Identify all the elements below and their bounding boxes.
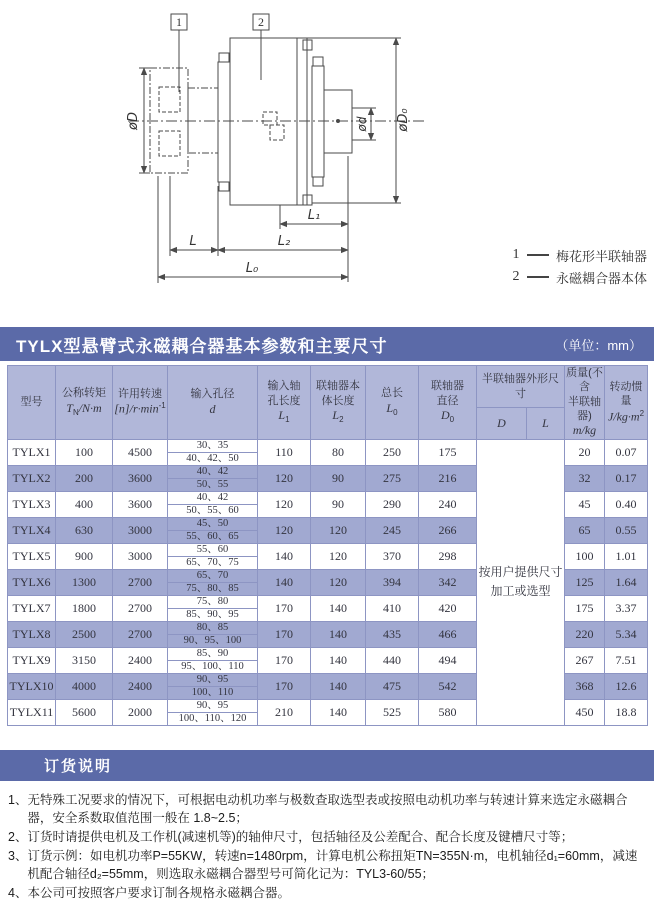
cell-model: TYLX1 [8,439,56,465]
cell-speed: 2700 [113,569,168,595]
cell-mass: 267 [565,647,605,673]
cell-inertia: 3.37 [605,595,648,621]
cell-l2: 120 [311,517,366,543]
cell-torque: 200 [56,465,113,491]
drawing-legend [510,244,647,288]
callout-1-label: 1 [176,15,182,29]
cell-speed: 2400 [113,647,168,673]
cell-torque: 900 [56,543,113,569]
cell-d0: 216 [419,465,477,491]
cell-l1: 140 [258,569,311,595]
cell-l2: 90 [311,465,366,491]
cell-d0: 266 [419,517,477,543]
cell-l2: 140 [311,647,366,673]
cell-speed: 3600 [113,491,168,517]
cell-speed: 2000 [113,699,168,725]
cell-l0: 394 [366,569,419,595]
cell-speed: 2400 [113,673,168,699]
cell-inertia: 12.6 [605,673,648,699]
cell-mass: 32 [565,465,605,491]
order-note: 3、订货示例：如电机功率P=55KW，转速n=1480rpm，计算电机公称扭矩TN=355N·m，电机轴径d₁=60mm，减速机配合轴径d₂=55mm，则选取永磁耦合器型号可简化记为：TYL3-60/55； [8,849,638,882]
cell-inertia: 7.51 [605,647,648,673]
dim-label-l: L [189,234,197,249]
cell-torque: 1300 [56,569,113,595]
section-title-bar [0,327,654,361]
cell-d0: 175 [419,439,477,465]
cell-bore-diameters: 90、95 100、110、120 [168,699,258,725]
cell-l0: 250 [366,439,419,465]
cell-torque: 3150 [56,647,113,673]
cell-speed: 2700 [113,621,168,647]
cell-l2: 140 [311,595,366,621]
cell-bore-diameters: 85、90 95、100、110 [168,647,258,673]
cell-torque: 100 [56,439,113,465]
col-header-half-coupling-group: 半联轴器外形尺寸 [477,366,565,408]
cell-d0: 240 [419,491,477,517]
cell-bore-diameters: 45、50 55、60、65 [168,517,258,543]
cell-d0: 466 [419,621,477,647]
cell-l2: 140 [311,621,366,647]
cell-mass: 125 [565,569,605,595]
cell-l1: 120 [258,517,311,543]
cell-model: TYLX5 [8,543,56,569]
cell-l2: 120 [311,543,366,569]
parameter-table [7,365,648,726]
order-section-bar [0,750,654,781]
cell-l0: 410 [366,595,419,621]
cell-bore-diameters: 40、42 50、55 [168,465,258,491]
cell-model: TYLX6 [8,569,56,595]
dim-label-dia-body: øD₀ [396,108,411,132]
cell-l1: 140 [258,543,311,569]
dim-label-l1: L₁ [307,208,321,223]
cell-model: TYLX11 [8,699,56,725]
cell-l1: 120 [258,465,311,491]
legend-2-label: 永磁耦合器本体 [556,270,648,286]
cell-bore-diameters: 75、80 85、90、95 [168,595,258,621]
legend-2-num: 2 [512,269,520,284]
table-body [8,439,648,725]
cell-d0: 342 [419,569,477,595]
legend-item-1 [510,244,647,266]
order-note: 4、本公司可按照客户要求订制各规格永磁耦合器。 [8,886,290,901]
cell-inertia: 0.07 [605,439,648,465]
cell-l1: 120 [258,491,311,517]
col-header-model: 型号 [8,366,56,440]
cell-bore-diameters: 55、60 65、70、75 [168,543,258,569]
cell-model: TYLX3 [8,491,56,517]
cell-l0: 475 [366,673,419,699]
cell-torque: 4000 [56,673,113,699]
cell-l2: 140 [311,699,366,725]
col-header-d0: 联轴器 直径 $D_0$ [419,366,477,440]
cell-torque: 2500 [56,621,113,647]
cell-torque: 1800 [56,595,113,621]
col-header-l1: 输入轴 孔长度 $L_1$ [258,366,311,440]
legend-1-label: 梅花形半联轴器 [556,248,648,264]
cell-inertia: 1.01 [605,543,648,569]
cell-mass: 450 [565,699,605,725]
col-header-l0: 总长 $L_0$ [366,366,419,440]
cell-mass: 20 [565,439,605,465]
cell-mass: 65 [565,517,605,543]
cell-inertia: 5.34 [605,621,648,647]
cell-mass: 100 [565,543,605,569]
cell-mass: 175 [565,595,605,621]
col-header-bore: 输入孔径 d [168,366,258,440]
dim-label-l0: L₀ [245,261,259,276]
cell-bore-diameters: 90、95 100、110 [168,673,258,699]
cell-bore-diameters: 65、70 75、80、85 [168,569,258,595]
cell-model: TYLX2 [8,465,56,491]
cell-l0: 290 [366,491,419,517]
cell-l1: 170 [258,595,311,621]
cell-l1: 170 [258,621,311,647]
cell-mass: 45 [565,491,605,517]
cell-inertia: 0.17 [605,465,648,491]
cell-l2: 140 [311,673,366,699]
legend-dash-icon [527,254,549,256]
cell-model: TYLX4 [8,517,56,543]
cell-model: TYLX7 [8,595,56,621]
cell-speed: 3000 [113,517,168,543]
col-header-l2: 联轴器本 体长度 $L_2$ [311,366,366,440]
cell-speed: 3600 [113,465,168,491]
cell-l0: 245 [366,517,419,543]
cell-model: TYLX9 [8,647,56,673]
cell-d0: 420 [419,595,477,621]
legend-1-num: 1 [512,247,520,262]
order-note: 2、订货时请提供电机及工作机(减速机等)的轴伸尺寸，包括轴径及公差配合、配合长度及键槽尺寸等； [8,830,574,845]
col-header-speed: 许用转速 $[n]/r\cdot\min^{-1}$ [113,366,168,440]
cell-bore-diameters: 80、85 90、95、100 [168,621,258,647]
cell-l1: 170 [258,673,311,699]
cell-l2: 120 [311,569,366,595]
legend-dash-icon [527,276,549,278]
dim-label-l2: L₂ [277,234,291,249]
col-header-torque: 公称转矩 $T_N/N\cdot m$ [56,366,113,440]
cell-l2: 90 [311,491,366,517]
legend-item-2 [510,266,647,288]
cell-bore-diameters: 30、35 40、42、50 [168,439,258,465]
cell-bore-diameters: 40、42 50、55、60 [168,491,258,517]
cell-inertia: 0.55 [605,517,648,543]
cell-l1: 110 [258,439,311,465]
custom-size-note: 按用户提供尺寸 加工或选型 [477,439,565,725]
table-row [8,439,648,465]
order-section-title: 订货说明 [44,757,113,775]
col-header-mass: 质量(不含 半联轴器) m/kg [565,366,605,440]
cell-l0: 440 [366,647,419,673]
callout-2-label: 2 [258,15,264,29]
cell-torque: 5600 [56,699,113,725]
col-header-half-d: D [477,408,527,439]
cell-model: TYLX8 [8,621,56,647]
col-header-inertia: 转动惯量 $J/kg\cdot m^2$ [605,366,648,440]
col-header-half-l: L [527,408,565,439]
unit-label: （单位：mm） [555,337,642,353]
cell-d0: 542 [419,673,477,699]
dim-label-dia-left: øD [126,112,141,130]
cell-speed: 3000 [113,543,168,569]
cell-torque: 630 [56,517,113,543]
order-notes [0,781,654,903]
cell-d0: 494 [419,647,477,673]
cell-d0: 580 [419,699,477,725]
order-note: 1、无特殊工况要求的情况下，可根据电动机功率与极数查取选型表或按照电动机功率与转速计算来选定永磁耦合器，安全系数取值范围一般在 1.8~2.5； [8,792,628,825]
cell-l0: 435 [366,621,419,647]
cell-l0: 275 [366,465,419,491]
cell-torque: 400 [56,491,113,517]
cell-inertia: 1.64 [605,569,648,595]
cell-l1: 210 [258,699,311,725]
cell-d0: 298 [419,543,477,569]
cell-model: TYLX10 [8,673,56,699]
dim-label-dia-shaft: ød [355,116,369,132]
parameter-table-wrap [0,361,654,726]
cell-l2: 80 [311,439,366,465]
section-title: TYLX型悬臂式永磁耦合器基本参数和主要尺寸 [16,336,388,356]
cell-l0: 525 [366,699,419,725]
cell-speed: 2700 [113,595,168,621]
cell-mass: 220 [565,621,605,647]
cell-mass: 368 [565,673,605,699]
cell-inertia: 18.8 [605,699,648,725]
coupling-drawing [0,0,654,327]
cell-inertia: 0.40 [605,491,648,517]
cell-l1: 170 [258,647,311,673]
cell-speed: 4500 [113,439,168,465]
cell-l0: 370 [366,543,419,569]
